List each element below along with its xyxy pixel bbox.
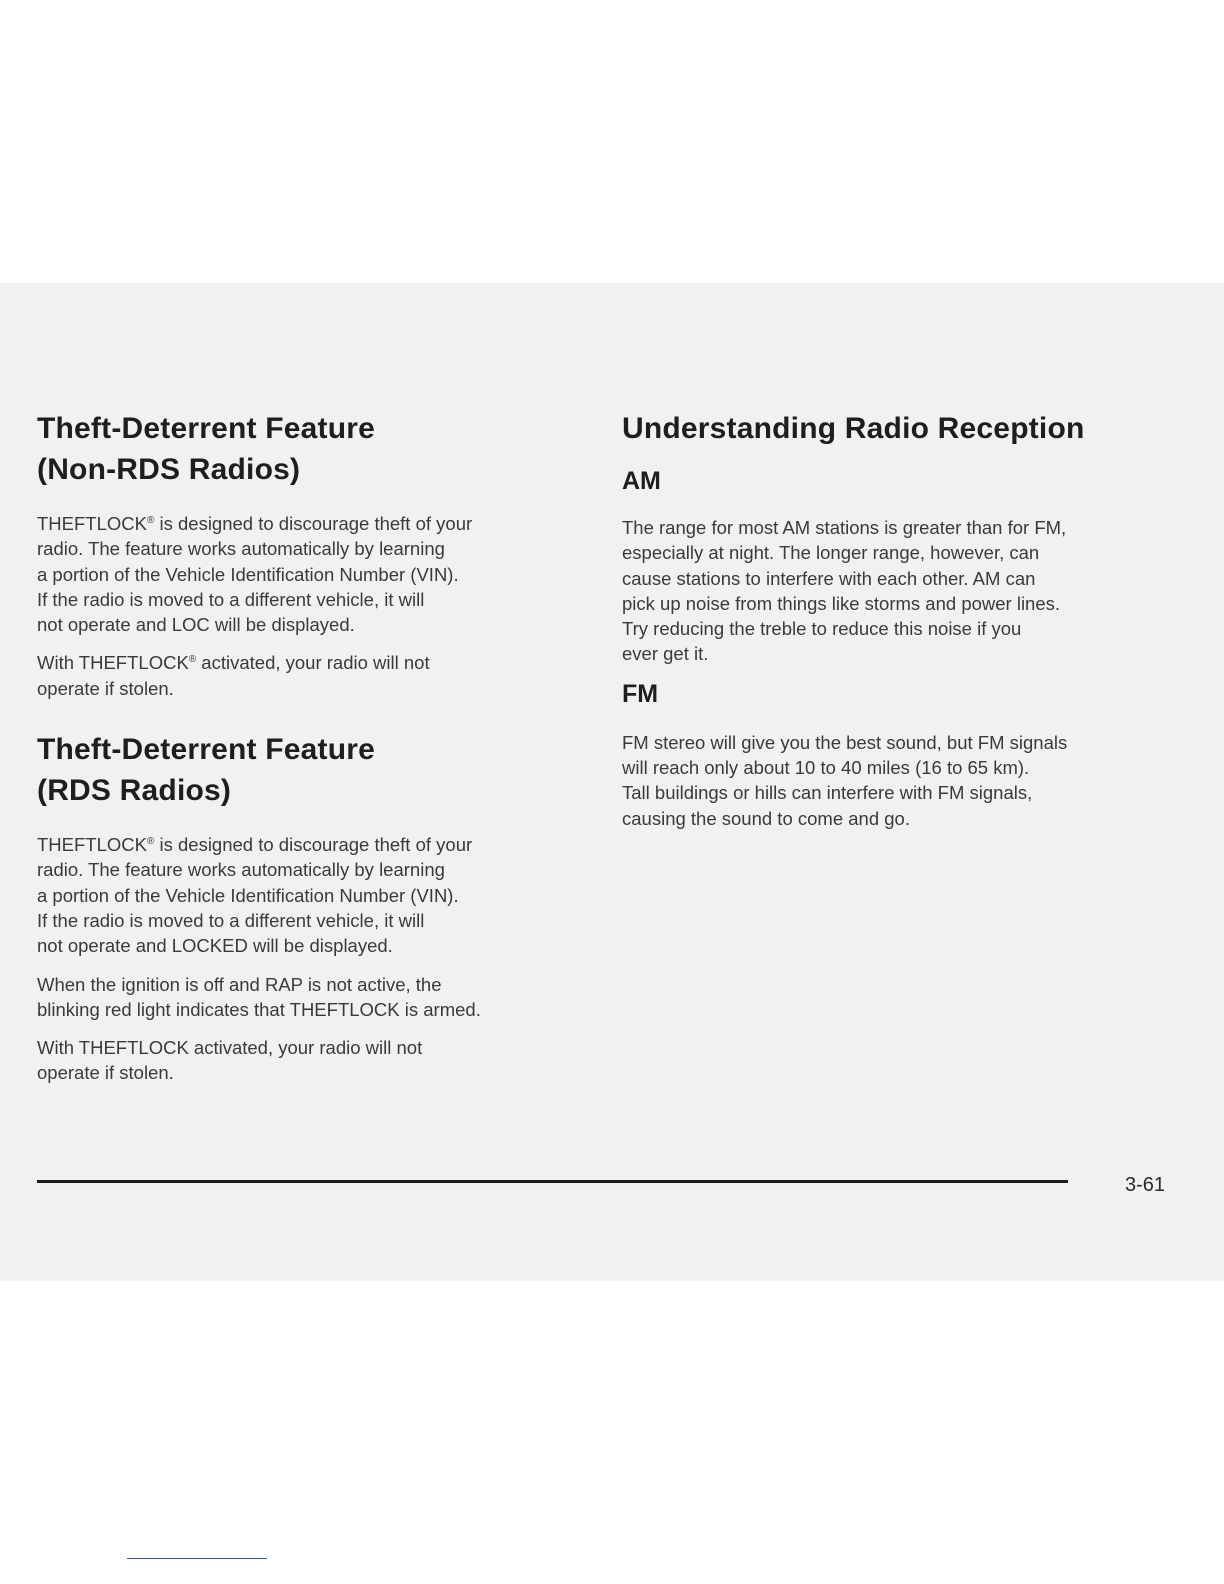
ignition-armed-note: When the ignition is off and RAP is not active, the blinking red light indicates that THEFTLOCK is armed. (37, 973, 481, 1020)
am-heading: AM (622, 467, 661, 495)
right-column (622, 408, 1182, 831)
theftlock-description-rds (37, 832, 577, 958)
page-number: 3-61 (1125, 1174, 1166, 1196)
registered-mark: ® (146, 515, 155, 526)
section-title-line2: (RDS Radios) (37, 774, 232, 808)
theftlock-description-non-rds (37, 511, 577, 637)
registered-mark: ® (146, 836, 155, 848)
footer-rule (37, 1180, 1068, 1183)
paragraph-text: is designed to discourage theft of your radio. The feature works automatically by learning a portion of the Vehicle Identification Number (VIN). If the radio is moved to a different vehicle, it will not operate and LOC will be displayed. (37, 513, 473, 636)
section-title-line1: Theft-Deterrent Feature (37, 733, 375, 767)
theftlock-brand: THEFTLOCK (37, 513, 147, 534)
theftlock-stolen-note-non-rds (37, 650, 577, 701)
left-column (37, 408, 577, 1086)
theftlock-stolen-note-rds: With THEFTLOCK activated, your radio will not operate if stolen. (37, 1037, 423, 1084)
fm-description: FM stereo will give you the best sound, but FM signals will reach only about 10 to 40 miles (16 to 65 km). Tall buildings or hills can interfere with FM signals, causing the sound to come and go. (622, 731, 1068, 829)
section-title-line2: (Non-RDS Radios) (37, 453, 301, 486)
section-title-line1: Theft-Deterrent Feature (37, 412, 375, 445)
theftlock-brand: THEFTLOCK (37, 834, 147, 856)
section-title-rds (37, 729, 577, 811)
am-description: The range for most AM stations is greater than for FM, especially at night. The longer range, however, can cause stations to interfere with each other. AM can pick up noise from things like storms and power lines. Try reducing the treble to reduce this noise if you ever get it. (622, 517, 1067, 665)
paragraph-text: is designed to discourage theft of your radio. The feature works automatically by learning a portion of the Vehicle Identification Number (VIN). If the radio is moved to a different vehicle, it will not operate and LOCKED will be displayed. (37, 834, 473, 957)
registered-mark: ® (188, 654, 197, 666)
section-title-non-rds (37, 408, 577, 490)
fm-heading: FM (622, 679, 659, 708)
paragraph-text: activated, your radio will not operate if stolen. (37, 652, 430, 699)
paragraph-prefix: With THEFTLOCK (37, 652, 189, 674)
link-underline (127, 1558, 267, 1559)
radio-reception-title: Understanding Radio Reception (622, 412, 1085, 445)
